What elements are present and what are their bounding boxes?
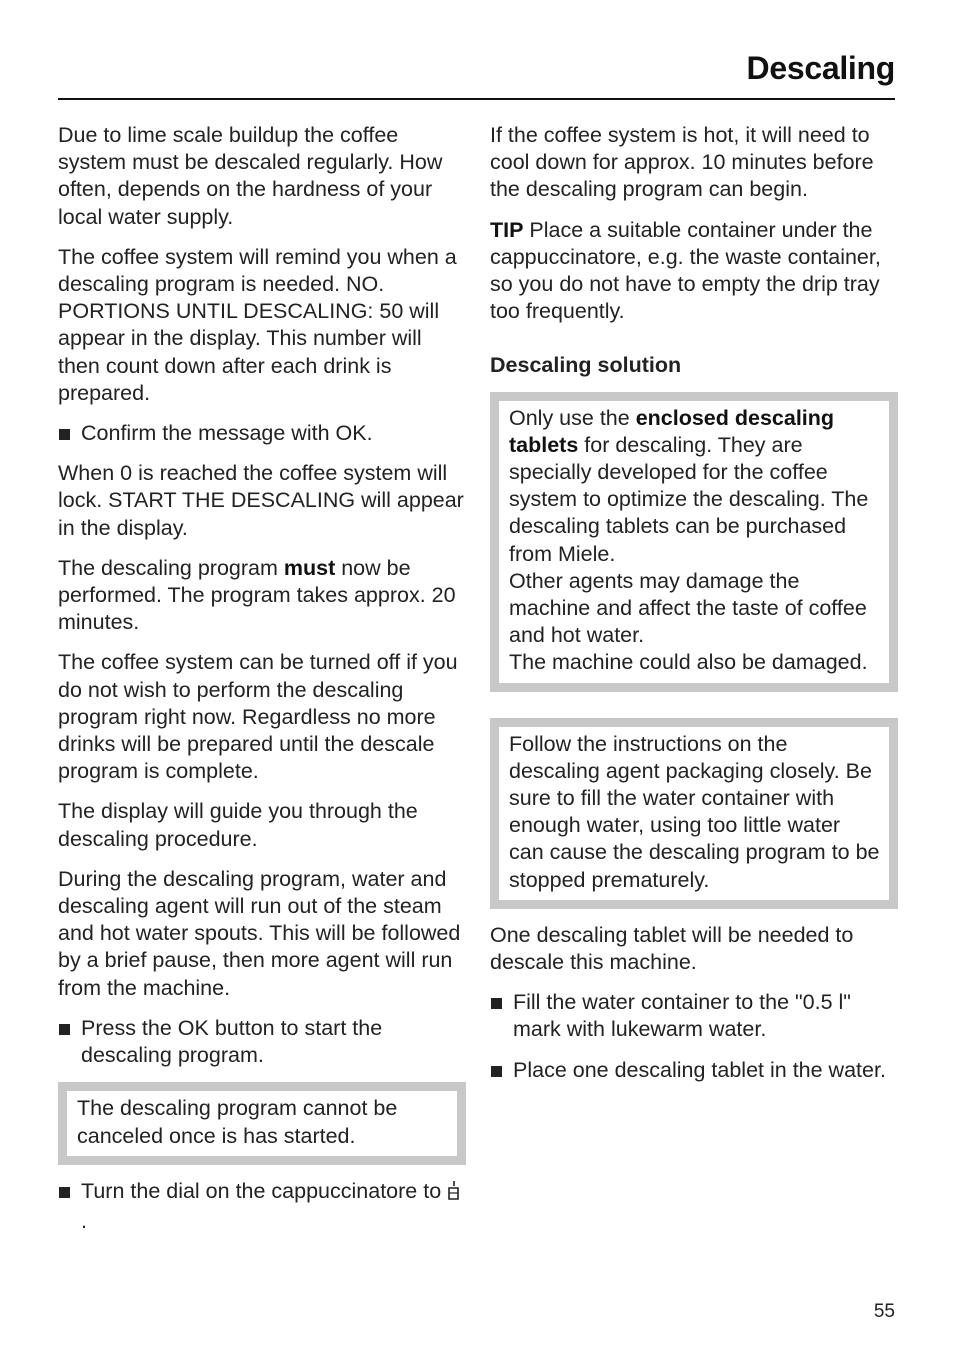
list-item-text: Confirm the message with OK. xyxy=(81,421,373,446)
list-item-text: Place one descaling tablet in the water. xyxy=(513,1057,886,1082)
right-column xyxy=(490,122,898,1097)
list-item-text: Press the OK button to start the descaling program. xyxy=(81,1015,383,1068)
cup-icon xyxy=(447,1180,460,1208)
tip-paragraph xyxy=(490,217,898,326)
list-item xyxy=(490,989,898,1043)
paragraph: If the coffee system is hot, it will need to cool down for approx. 10 minutes before the descaling program can begin. xyxy=(490,123,874,202)
header-rule xyxy=(58,98,895,100)
square-bullet-icon xyxy=(491,998,502,1009)
info-text: for descaling. They are specially developed for the coffee system to optimize the descaling. The descaling tablets can be purchased from Miele. xyxy=(509,432,869,566)
left-column xyxy=(58,122,466,1248)
paragraph xyxy=(58,555,466,637)
info-box-text: Follow the instructions on the descaling agent packaging closely. Be sure to fill the water container with enough water, using too little water can cause the descaling program to be stopped prematurely. xyxy=(509,731,880,892)
list-item xyxy=(58,1178,466,1235)
paragraph: One descaling tablet will be needed to descale this machine. xyxy=(490,922,854,975)
paragraph: Due to lime scale buildup the coffee system must be descaled regularly. How often, depends on the hardness of your local water supply. xyxy=(58,123,443,229)
page-title: Descaling xyxy=(746,50,895,86)
tip-text: Place a suitable container under the cappuccinatore, e.g. the waste container, so you do not have to empty the drip tray too frequently. xyxy=(490,217,881,324)
warning-text: The descaling program cannot be canceled once is has started. xyxy=(77,1096,398,1148)
square-bullet-icon xyxy=(491,1066,502,1077)
list-item-text: Fill the water container to the "0.5 l" mark with lukewarm water. xyxy=(513,990,851,1042)
paragraph: The coffee system can be turned off if you do not wish to perform the descaling program right now. Regardless no more drinks will be prepared until the descale program is complete. xyxy=(58,650,458,784)
info-box-line: The machine could also be damaged. xyxy=(509,650,868,675)
section-heading: Descaling solution xyxy=(490,353,682,378)
info-box xyxy=(490,718,898,909)
paragraph: The display will guide you through the descaling procedure. xyxy=(58,799,418,851)
list-item-text: . xyxy=(81,1208,87,1233)
list-item-text: Turn the dial on the cappuccinatore to xyxy=(81,1178,448,1203)
info-box xyxy=(490,392,898,692)
emphasis-text: must xyxy=(283,555,336,580)
square-bullet-icon xyxy=(59,1024,70,1035)
list-item xyxy=(58,420,466,447)
tip-label: TIP xyxy=(490,217,524,242)
paragraph: During the descaling program, water and descaling agent will run out of the steam and hot water spouts. This will be followed by a brief pause, then more agent will run from the machine. xyxy=(58,866,461,1000)
info-box-line: Other agents may damage the machine and affect the taste of coffee and hot water. xyxy=(509,568,867,648)
paragraph-text: The descaling program xyxy=(58,555,284,580)
square-bullet-icon xyxy=(59,1187,70,1198)
warning-box xyxy=(58,1082,466,1164)
paragraph: When 0 is reached the coffee system will lock. START THE DESCALING will appear in the display. xyxy=(58,461,464,540)
square-bullet-icon xyxy=(59,429,70,440)
paragraph-text: now be performed. The program takes approx. 20 minutes. xyxy=(58,555,456,635)
list-item xyxy=(58,1015,466,1069)
info-box-text xyxy=(509,405,880,568)
list-item xyxy=(490,1057,898,1084)
info-text: Only use the xyxy=(509,405,636,430)
emphasis-text: enclosed descaling tablets xyxy=(509,405,835,457)
page-number: 55 xyxy=(873,1301,895,1322)
paragraph: The coffee system will remind you when a descaling program is needed. NO. PORTIONS UNTIL DESCALING: 50 will appear in the display. This number will then count down after each drink is prepared. xyxy=(58,244,457,405)
